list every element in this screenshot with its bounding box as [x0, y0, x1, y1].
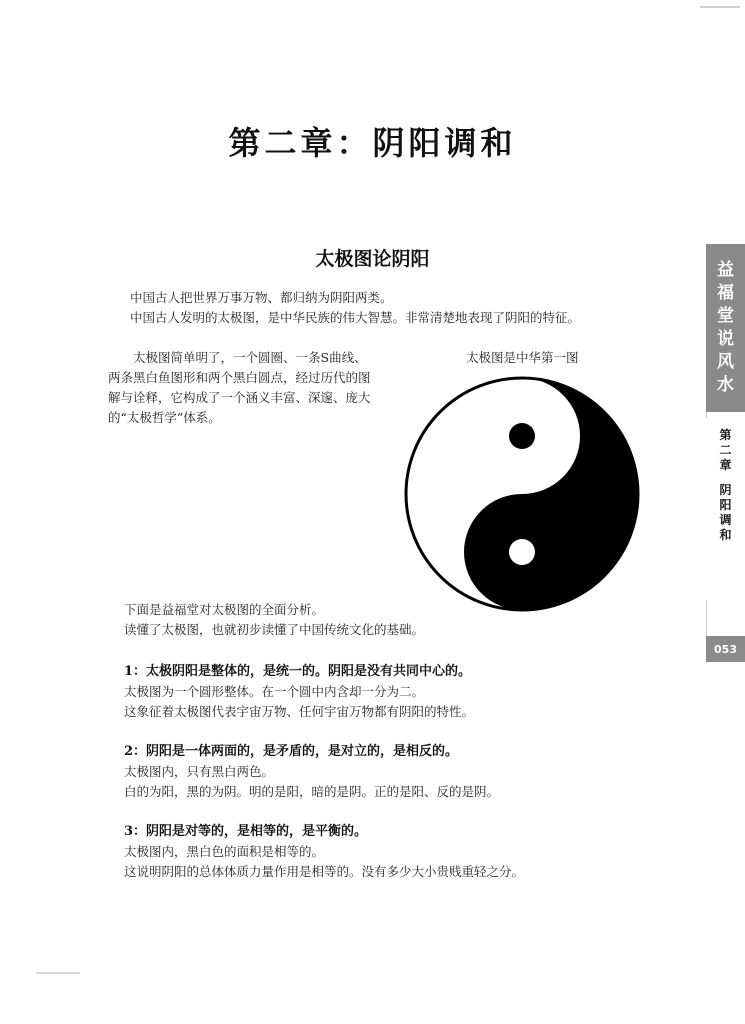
point-heading: 1：太极阴阳是整体的，是统一的。阴阳是没有共同中心的。 [124, 664, 472, 679]
book-title-char: 说 [717, 329, 734, 349]
chapter-name-char: 调 [719, 513, 732, 527]
point-line: 白的为阳，黑的为阴。明的是阳，暗的是阴。正的是阳、反的是阴。 [124, 784, 500, 799]
book-title-char: 益 [717, 260, 734, 280]
intro-line: 中国古人发明的太极图，是中华民族的伟大智慧。非常清楚地表现了阴阳的特征。 [130, 310, 581, 325]
point-heading: 2：阴阳是一体两面的，是矛盾的，是对立的，是相反的。 [124, 744, 459, 759]
taiji-black-dot [509, 423, 535, 449]
page-number: 053 [706, 636, 745, 662]
book-title-char: 水 [717, 375, 734, 395]
intro-line: 中国古人把世界万事万物、都归纳为阴阳两类。 [130, 290, 393, 305]
point-line: 这说明阴阳的总体体质力量作用是相等的。没有多少大小贵贱重轻之分。 [124, 864, 525, 879]
book-title-char: 堂 [717, 306, 734, 326]
chapter-name-char: 阳 [719, 498, 732, 512]
point-3 [124, 822, 524, 882]
chapter-title: 第二章：阴阳调和 [228, 124, 517, 162]
section-title: 太极图论阴阳 [315, 248, 430, 270]
side-tab-chapter [706, 418, 745, 600]
analysis-intro [124, 600, 424, 640]
analysis-line: 读懂了太极图，也就初步读懂了中国传统文化的基础。 [124, 622, 425, 637]
book-title-char: 福 [717, 283, 734, 303]
taiji-yin-yang-image [404, 376, 640, 612]
intro-paragraph [130, 288, 580, 328]
point-line: 这象征着太极图代表宇宙万物、任何宇宙万物都有阴阳的特性。 [124, 704, 475, 719]
taiji-description-text: 太极图简单明了，一个圆圈、一条S曲线、两条黑白鱼图形和两个黑白圆点，经过历代的图解与诠释，它构成了一个涵义丰富、深邃、庞大的“太极哲学”体系。 [108, 350, 371, 425]
taiji-white-dot [509, 539, 535, 565]
point-heading: 3：阴阳是对等的，是相等的，是平衡的。 [124, 824, 368, 839]
chapter-char: 二 [719, 443, 732, 457]
chapter-char: 章 [719, 458, 732, 472]
image-caption: 太极图是中华第一图 [466, 350, 579, 365]
point-2 [124, 742, 499, 802]
analysis-line: 下面是益福堂对太极图的全面分析。 [124, 602, 325, 617]
point-line: 太极图为一个圆形整体。在一个圆中内含却一分为二。 [124, 684, 425, 699]
book-title-char: 风 [717, 352, 734, 372]
taiji-description [108, 348, 378, 428]
chapter-name-char: 和 [719, 528, 732, 542]
side-tab-book-title [706, 244, 745, 412]
point-line: 太极图内，只有黑白两色。 [124, 764, 275, 779]
point-line: 太极图内，黑白色的面积是相等的。 [124, 844, 325, 859]
chapter-name-char: 阴 [719, 483, 732, 497]
footer-scan-mark [36, 972, 80, 974]
chapter-char: 第 [719, 428, 732, 442]
corner-scan-mark [700, 6, 740, 8]
point-1 [124, 662, 474, 722]
